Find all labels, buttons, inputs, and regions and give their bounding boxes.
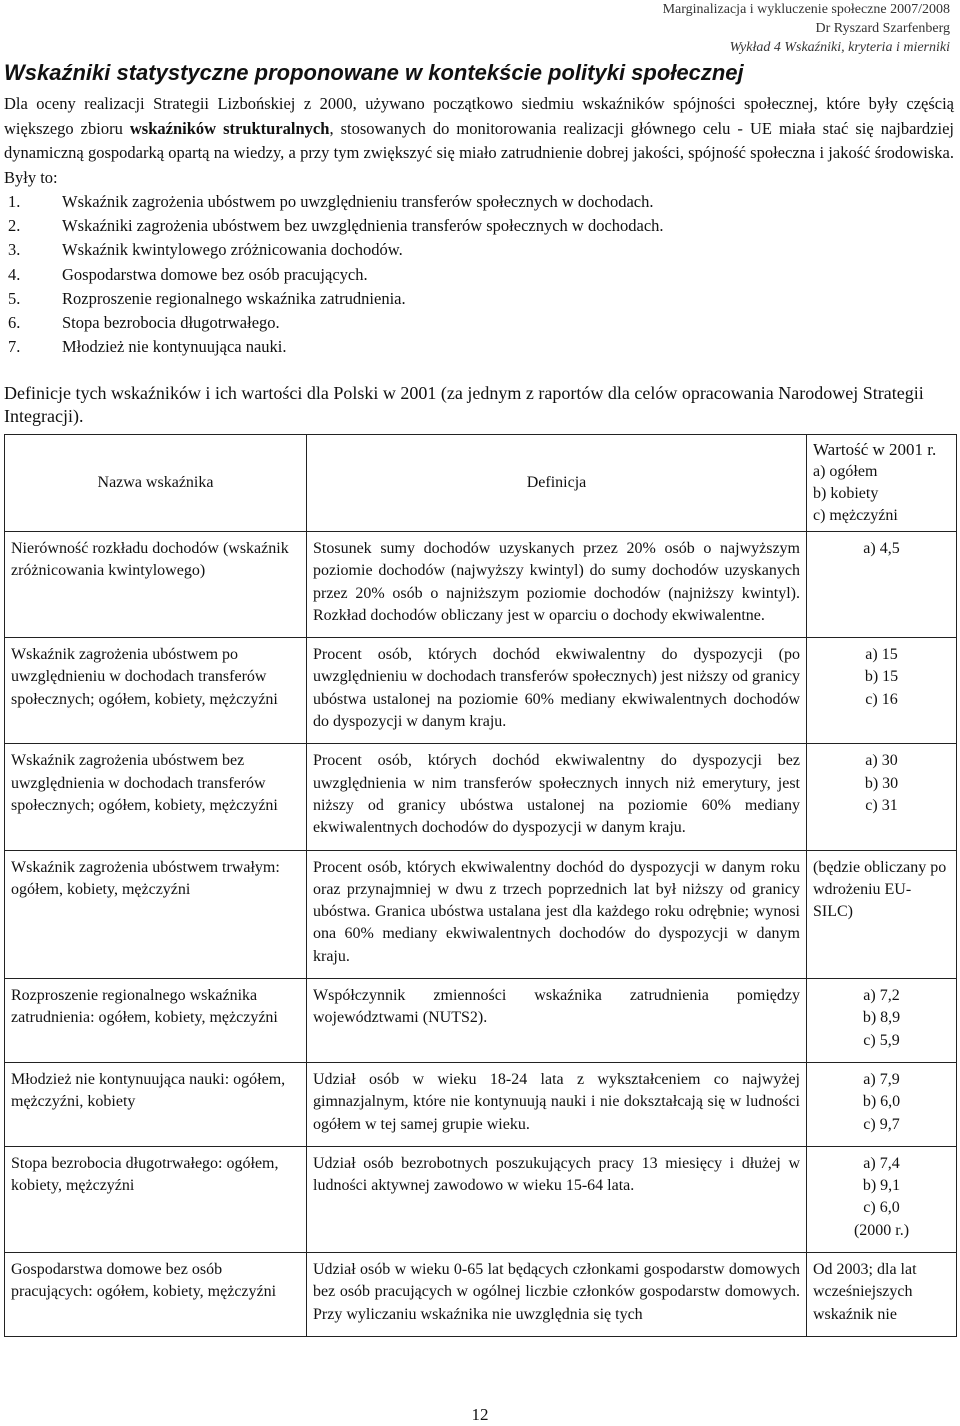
course-title: Marginalizacja i wykluczenie społeczne 2007/2008 (662, 2, 950, 17)
indicator-definition: Udział osób w wieku 18-24 lata z wykształceniem co najwyżej gimnazjalnym, które nie kontynuują nauki i nie dokształcają się w ludności ogółem w tej samej grupie wieku. (307, 1062, 807, 1146)
intro-paragraph: Dla oceny realizacji Strategii Lizbońskiej z 2000, używano początkowo siedmiu wskaźników spójności społecznej, które były częścią większego zbioru wskaźników strukturalnych, stosowanych do monitorowania realizacji głównego celu - UE miała stać się najbardziej dynamiczną gospodarką opartą na wiedzy, a przy tym zwiększyć się miało zatrudnienie dobrej jakości, spójność społeczna i jakość środowiska. Były to: (4, 94, 954, 187)
section-title: Wskaźniki statystyczne proponowane w kontekście polityki społecznej (4, 60, 744, 85)
value-line: a) 15 (865, 646, 898, 664)
indicator-value (807, 850, 957, 978)
list-item (4, 311, 954, 335)
indicator-name: Wskaźnik zagrożenia ubóstwem po uwzględnieniu w dochodach transferów społecznych; ogółem, kobiety, mężczyźni (5, 638, 307, 744)
header-value: Wartość w 2001 r. a) ogółem b) kobiety c) mężczyźni (807, 435, 957, 532)
value-line: c) 5,9 (863, 1031, 900, 1049)
table-row (5, 638, 957, 744)
list-item-number: 7. (8, 337, 21, 357)
list-item (4, 214, 954, 238)
indicator-definition: Udział osób w wieku 0-65 lat będących członkami gospodarstw domowych bez osób pracujących w ogólnej liczbie członków gospodarstw domowych. Przy wyliczaniu wskaźnika nie uwzględnia się tych (307, 1253, 807, 1337)
list-item-number: 2. (8, 216, 21, 236)
indicator-value (807, 1253, 957, 1337)
header-definition: Definicja (307, 435, 807, 532)
table-row (5, 744, 957, 850)
value-line: b) 6,0 (862, 1093, 901, 1111)
value-line: c) 9,7 (863, 1115, 900, 1133)
indicator-name: Wskaźnik zagrożenia ubóstwem trwałym: ogółem, kobiety, mężczyźni (5, 850, 307, 978)
table-row (5, 1146, 957, 1252)
table-row (5, 532, 957, 638)
table-row (5, 979, 957, 1063)
value-line: c) 31 (865, 796, 898, 814)
list-item (4, 263, 954, 287)
indicator-definition: Stosunek sumy dochodów uzyskanych przez 20% osób o najwyższym poziomie dochodów (najwyższy kwintyl) do sumy dochodów uzyskanych przez 20% osób o najniższym poziomie dochodów (najniższy kwintyl). Rozkład dochodów obliczany jest w oparciu o dochody ekwiwalentne. (307, 532, 807, 638)
indicator-value (807, 1146, 957, 1252)
indicator-definition: Procent osób, których dochód ekwiwalentny do dyspozycji bez uwzględnienia w nim transferów społecznych innych niż emerytury, jest niższy od granicy ubóstwa ustalonej na poziomie 60% mediany ekwiwalentnych dochodów do dyspozycji w danym kraju. (307, 744, 807, 850)
indicator-name: Rozproszenie regionalnego wskaźnika zatrudnienia: ogółem, kobiety, mężczyźni (5, 979, 307, 1063)
definitions-intro: Definicje tych wskaźników i ich wartości dla Polski w 2001 (za jednym z raportów dla celów opracowania Narodowej Strategii Integracji). (4, 383, 924, 426)
value-line: b) 8,9 (862, 1009, 901, 1027)
indicator-definition: Udział osób bezrobotnych poszukujących pracy 13 miesięcy i dłużej w ludności aktywnej zawodowo w wieku 15-64 lata. (307, 1146, 807, 1252)
list-item-number: 3. (8, 240, 21, 260)
indicator-definition: Współczynnik zmienności wskaźnika zatrudnienia pomiędzy województwami (NUTS2). (307, 979, 807, 1063)
list-item (4, 238, 954, 262)
indicator-name: Wskaźnik zagrożenia ubóstwem bez uwzględnienia w dochodach transferów społecznych; ogółem, kobiety, mężczyźni (5, 744, 307, 850)
lecturer-name: Dr Ryszard Szarfenberg (815, 21, 950, 36)
indicator-definition: Procent osób, których dochód ekwiwalentny do dyspozycji (po uwzględnieniu w dochodach transferów społecznych) jest niższy od granicy ubóstwa ustalonej na poziomie 60% mediany ekwiwalentnych dochodów do dyspozycji w danym kraju. (307, 638, 807, 744)
value-line: a) 7,9 (863, 1070, 900, 1088)
value-line: b) 9,1 (862, 1177, 901, 1195)
indicator-value (807, 744, 957, 850)
value-line: b) 30 (864, 774, 899, 792)
list-item (4, 190, 954, 214)
value-line: a) 7,2 (863, 987, 900, 1005)
indicator-definition: Procent osób, których ekwiwalentny dochód do dyspozycji w danym roku oraz przynajmniej w dwu z trzech poprzednich lat był niższy od granicy ubóstwa. Granica ubóstwa ustalana jest dla każdego roku odrębnie; wynosi ona 60% mediany ekwiwalentnych dochodów do dyspozycji w danym kraju. (307, 850, 807, 978)
page-header (663, 0, 950, 57)
list-item-text: Młodzież nie kontynuująca nauki. (62, 337, 287, 357)
value-line: a) 4,5 (863, 540, 900, 557)
value-line: a) 30 (865, 752, 898, 770)
page-number: 12 (471, 1405, 489, 1424)
value-line: (będzie obliczany po wdrożeniu EU-SILC) (813, 858, 947, 921)
list-item-text: Stopa bezrobocia długotrwałego. (62, 313, 280, 333)
intro-bold-term: wskaźników strukturalnych (129, 118, 330, 138)
table-header-row (5, 435, 957, 532)
list-item (4, 335, 954, 359)
list-item (4, 287, 954, 311)
value-line: b) 15 (864, 668, 899, 686)
indicator-value (807, 1062, 957, 1146)
value-line: a) 7,4 (863, 1154, 900, 1172)
table-row (5, 850, 957, 978)
lecture-title: Wykład 4 Wskaźniki, kryteria i mierniki (729, 40, 950, 55)
indicator-table (4, 434, 957, 1337)
value-line: c) 6,0 (863, 1199, 900, 1217)
indicator-name: Młodzież nie kontynuująca nauki: ogółem, mężczyźni, kobiety (5, 1062, 307, 1146)
list-item-text: Wskaźniki zagrożenia ubóstwem bez uwzględnienia transferów społecznych w dochodach. (62, 216, 664, 236)
table-row (5, 1253, 957, 1337)
list-item-text: Gospodarstwa domowe bez osób pracujących. (62, 264, 368, 284)
indicator-value (807, 979, 957, 1063)
table-row (5, 1062, 957, 1146)
list-item-number: 4. (8, 264, 21, 284)
value-line: Od 2003; dla lat wcześniejszych wskaźnik nie (813, 1261, 917, 1323)
list-item-text: Rozproszenie regionalnego wskaźnika zatrudnienia. (62, 288, 406, 308)
list-item-number: 5. (8, 288, 21, 308)
header-name: Nazwa wskaźnika (5, 435, 307, 532)
indicator-name: Gospodarstwa domowe bez osób pracujących: ogółem, kobiety, mężczyźni (5, 1253, 307, 1337)
value-line: (2000 r.) (853, 1221, 910, 1239)
list-item-text: Wskaźnik kwintylowego zróżnicowania dochodów. (62, 240, 403, 260)
indicator-name: Stopa bezrobocia długotrwałego: ogółem, kobiety, mężczyźni (5, 1146, 307, 1252)
list-item-number: 1. (8, 192, 21, 211)
value-line: c) 16 (865, 690, 898, 708)
indicator-name: Nierówność rozkładu dochodów (wskaźnik zróżnicowania kwintylowego) (5, 532, 307, 638)
indicator-list (4, 190, 954, 359)
list-item-text: Wskaźnik zagrożenia ubóstwem po uwzględnieniu transferów społecznych w dochodach. (62, 192, 654, 211)
indicator-value (807, 532, 957, 638)
list-item-number: 6. (8, 313, 21, 333)
indicator-value (807, 638, 957, 744)
